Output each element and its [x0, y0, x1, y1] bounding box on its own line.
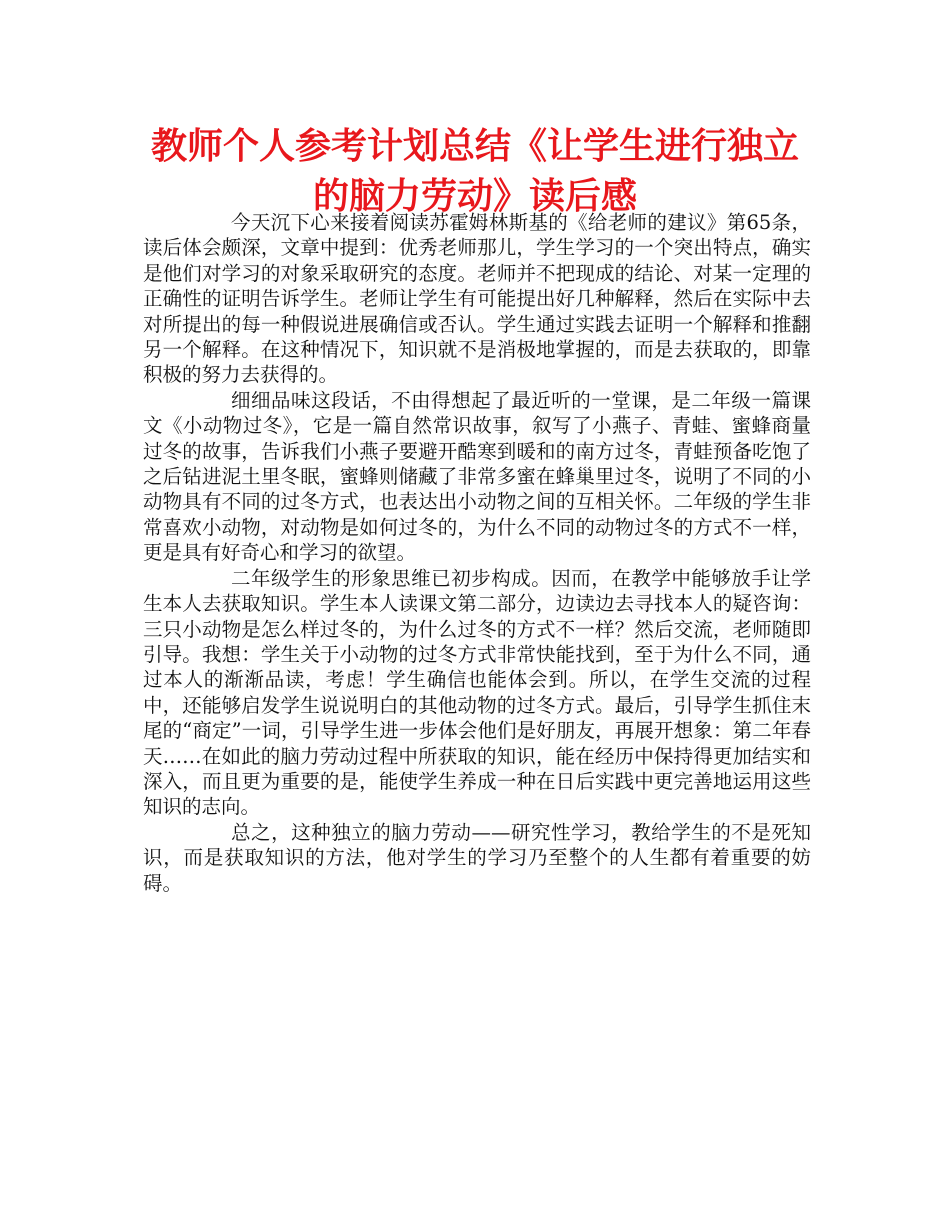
body-paragraph-4: 总之，这种独立的脑力劳动——研究性学习，教给学生的不是死知识，而是获取知识的方法，他对学生的学习乃至整个的人生都有着重要的妨碍。 — [143, 820, 811, 895]
body-paragraph-2: 细细品味这段话，不由得想起了最近听的一堂课，是二年级一篇课文《小动物过冬》，它是一篇自然常识故事，叙写了小燕子、青蛙、蜜蜂商量过冬的故事，告诉我们小燕子要避开酷寒到暖和的南方过冬，青蛙预备吃饱了之后钻进泥土里冬眠，蜜蜂则储藏了非常多蜜在蜂巢里过冬，说明了不同的小动物具有不同的过冬方式，也表达出小动物之间的互相关怀。二年级的学生非常喜欢小动物，对动物是如何过冬的，为什么不同的动物过冬的方式不一样，更是具有好奇心和学习的欲望。 — [143, 388, 811, 565]
body-paragraph-3: 二年级学生的形象思维已初步构成。因而，在教学中能够放手让学生本人去获取知识。学生本人读课文第二部分，边读边去寻找本人的疑咨询：三只小动物是怎么样过冬的，为什么过冬的方式不一样？然后交流，老师随即引导。我想：学生关于小动物的过冬方式非常快能找到，至于为什么不同，通过本人的渐渐品读，考虑！学生确信也能体会到。所以，在学生交流的过程中，还能够启发学生说说明白的其他动物的过冬方式。最后，引导学生抓住末尾的“商定”一词，引导学生进一步体会他们是好朋友，再展开想象：第二年春天……在如此的脑力劳动过程中所获取的知识，能在经历中保持得更加结实和深入，而且更为重要的是，能使学生养成一种在日后实践中更完善地运用这些知识的志向。 — [143, 566, 811, 819]
document-title: 教师个人参考计划总结《让学生进行独立的脑力劳动》读后感 — [150, 126, 799, 217]
document-body — [143, 210, 811, 896]
body-paragraph-1: 今天沉下心来接着阅读苏霍姆林斯基的《给老师的建议》第65条，读后体会颇深，文章中提到：优秀老师那儿，学生学习的一个突出特点，确实是他们对学习的对象采取研究的态度。老师并不把现成的结论、对某一定理的正确性的证明告诉学生。老师让学生有可能提出好几种解释，然后在实际中去对所提出的每一种假说进展确信或否认。学生通过实践去证明一个解释和推翻另一个解释。在这种情况下，知识就不是消极地掌握的，而是去获取的，即靠积极的努力去获得的。 — [143, 211, 811, 387]
